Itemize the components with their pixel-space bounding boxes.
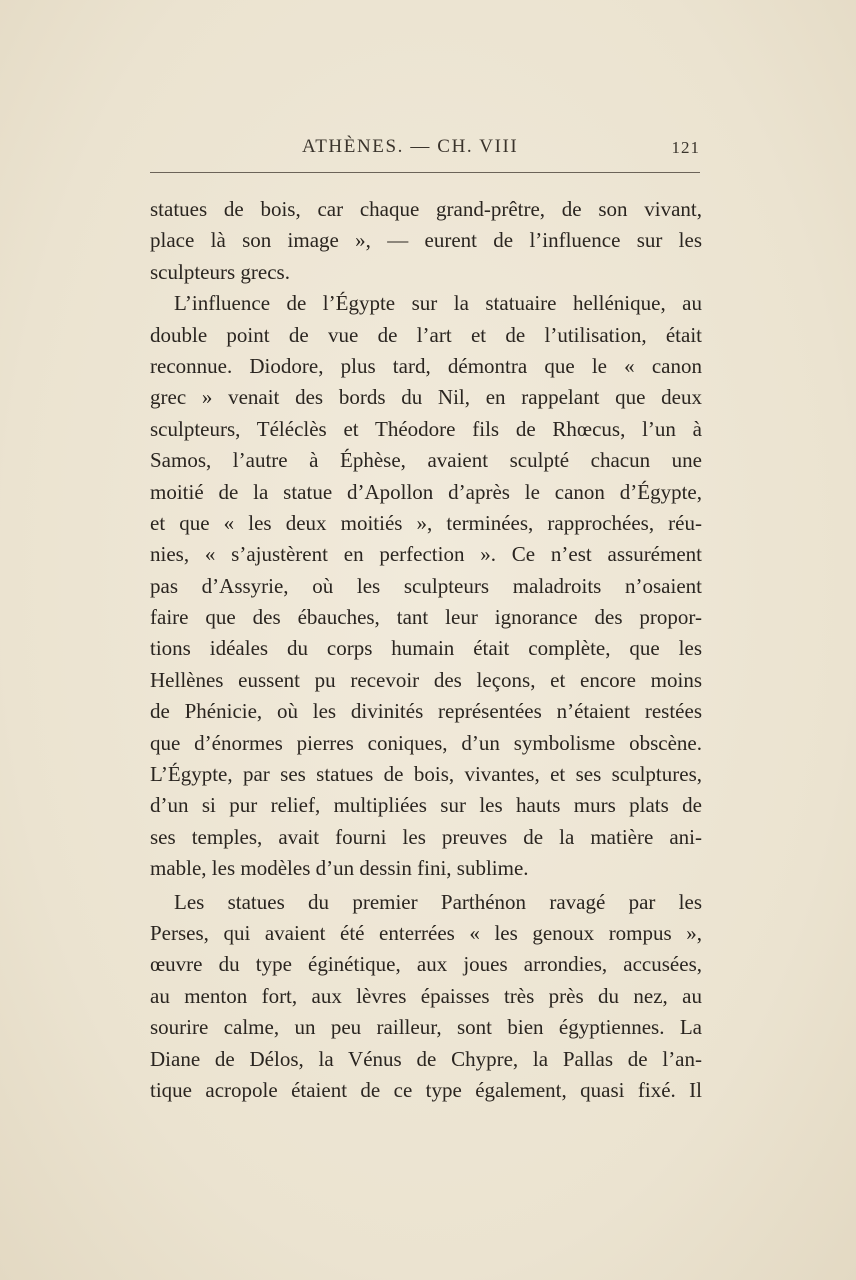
text-line: Diane de Délos, la Vénus de Chypre, la Pallas de l’an- xyxy=(150,1046,702,1071)
text-line: et que « les deux moitiés », terminées, rapprochées, réu- xyxy=(150,510,702,535)
page-number: 121 xyxy=(671,138,700,157)
body-text xyxy=(150,194,702,1106)
text-line: de Phénicie, où les divinités représentées n’étaient restées xyxy=(150,699,702,724)
text-line: au menton fort, aux lèvres épaisses très près du nez, au xyxy=(150,983,702,1008)
text-line: reconnue. Diodore, plus tard, démontra que le « canon xyxy=(150,353,702,378)
text-line: sculpteurs, Téléclès et Théodore fils de Rhœcus, l’un à xyxy=(150,416,702,441)
text-line: pas d’Assyrie, où les sculpteurs maladroits n’osaient xyxy=(150,573,702,598)
text-line: Les statues du premier Parthénon ravagé par les xyxy=(174,889,702,914)
text-line: tique acropole étaient de ce type également, quasi fixé. Il xyxy=(150,1077,702,1102)
text-line: L’Égypte, par ses statues de bois, vivantes, et ses sculptures, xyxy=(150,762,702,787)
text-line: Samos, l’autre à Éphèse, avaient sculpté chacun une xyxy=(150,448,702,473)
text-line: d’un si pur relief, multipliées sur les hauts murs plats de xyxy=(150,793,702,818)
paragraph-2 xyxy=(150,288,702,884)
text-line: que d’énormes pierres coniques, d’un symbolisme obscène. xyxy=(150,730,702,755)
text-line: place là son image », — eurent de l’influence sur les xyxy=(150,228,702,253)
text-line: Hellènes eussent pu recevoir des leçons, et encore moins xyxy=(150,667,702,692)
text-line: ses temples, avait fourni les preuves de la matière ani- xyxy=(150,824,702,849)
text-line: statues de bois, car chaque grand-prêtre, de son vivant, xyxy=(150,197,702,221)
paragraph-1 xyxy=(150,194,702,288)
text-line: double point de vue de l’art et de l’utilisation, était xyxy=(150,322,702,347)
text-line: tions idéales du corps humain était complète, que les xyxy=(150,636,702,661)
text-line: mable, les modèles d’un dessin fini, sublime. xyxy=(150,856,529,881)
text-line: nies, « s’ajustèrent en perfection ». Ce n’est assurément xyxy=(150,542,702,567)
text-line: sculpteurs grecs. xyxy=(150,259,290,284)
paragraph-3 xyxy=(150,887,702,1107)
text-line: L’influence de l’Égypte sur la statuaire hellénique, au xyxy=(174,291,702,316)
text-line: grec » venait des bords du Nil, en rappelant que deux xyxy=(150,385,702,410)
running-title: ATHÈNES. — CH. VIII xyxy=(302,136,519,157)
text-line: sourire calme, un peu railleur, sont bien égyptiennes. La xyxy=(150,1015,702,1040)
text-line: Perses, qui avaient été enterrées « les genoux rompus », xyxy=(150,920,702,945)
text-line: faire que des ébauches, tant leur ignorance des propor- xyxy=(150,605,702,630)
text-line: œuvre du type éginétique, aux joues arrondies, accusées, xyxy=(150,952,702,977)
running-header xyxy=(150,136,702,166)
header-rule xyxy=(150,172,700,173)
text-line: moitié de la statue d’Apollon d’après le canon d’Égypte, xyxy=(150,479,702,504)
